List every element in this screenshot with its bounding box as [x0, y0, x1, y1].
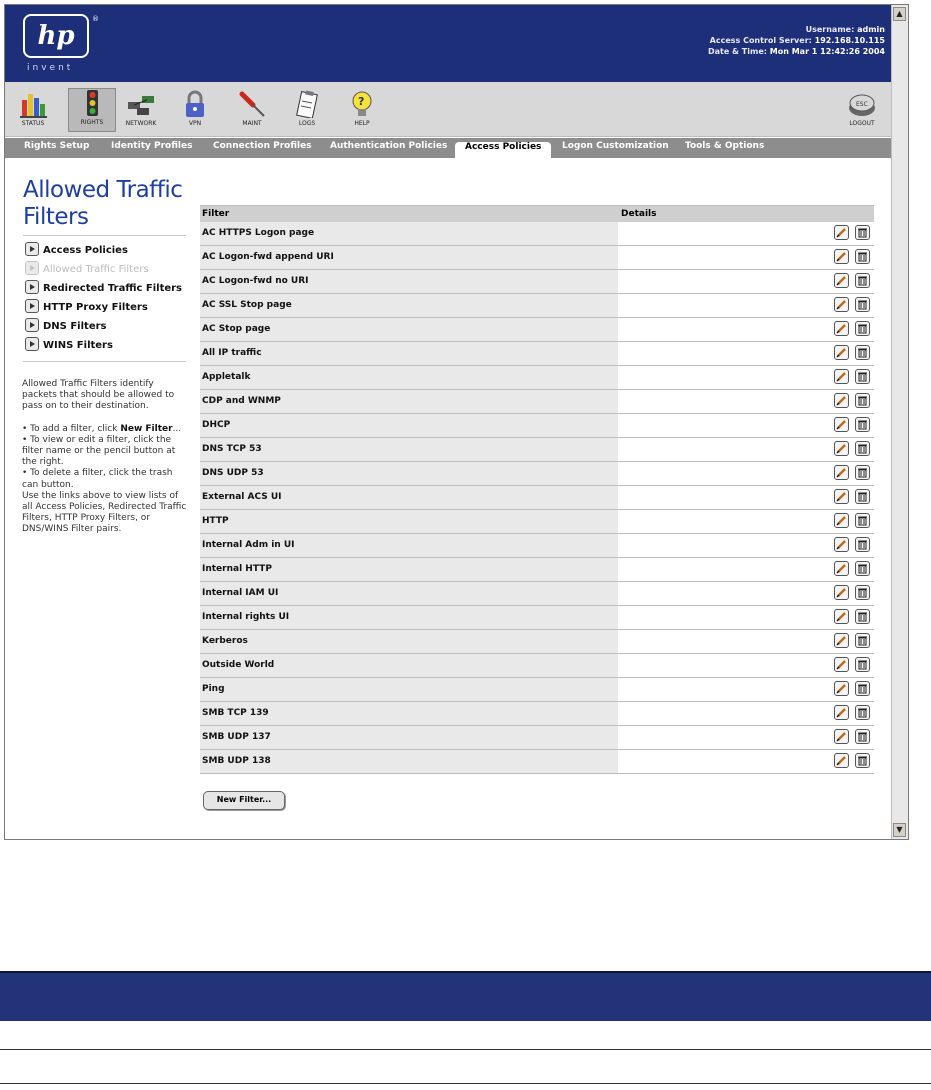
filter-details-cell — [621, 270, 874, 293]
filter-details-cell — [621, 342, 874, 365]
filter-name-link[interactable]: AC HTTPS Logon page — [200, 222, 618, 245]
help-add-text: • To add a filter, click — [22, 423, 121, 434]
filter-details-cell — [621, 486, 874, 509]
delete-button[interactable] — [855, 345, 870, 360]
trash-can-icon — [857, 731, 868, 742]
edit-button[interactable] — [834, 609, 849, 624]
filter-details-cell — [621, 294, 874, 317]
table-row — [200, 414, 874, 438]
edit-button[interactable] — [834, 657, 849, 672]
pencil-icon — [836, 227, 847, 238]
help-links: Use the links above to view lists of all Access Policies, Redirected Traffic Filters, HTTP Proxy Filters, or DNS/WINS Filter pairs. — [22, 490, 187, 535]
filter-details-cell — [621, 414, 874, 437]
browser-window — [4, 4, 909, 840]
delete-button[interactable] — [855, 585, 870, 600]
delete-button[interactable] — [855, 417, 870, 432]
pencil-icon — [836, 539, 847, 550]
table-row — [200, 486, 874, 510]
delete-button[interactable] — [855, 513, 870, 528]
table-row — [200, 510, 874, 534]
filter-name-link[interactable]: CDP and WNMP — [200, 390, 618, 413]
sidenav-http-proxy-filters[interactable] — [25, 300, 182, 319]
pencil-icon — [836, 299, 847, 310]
table-row — [200, 390, 874, 414]
edit-button[interactable] — [834, 729, 849, 744]
trash-can-icon — [857, 419, 868, 430]
pencil-icon — [836, 251, 847, 262]
screwdriver-icon — [237, 90, 267, 118]
trash-can-icon — [857, 347, 868, 358]
document-table-header — [0, 971, 931, 1021]
filter-details-cell — [621, 246, 874, 269]
trash-can-icon — [857, 611, 868, 622]
help-add-bold: New Filter — [120, 423, 173, 434]
trash-can-icon — [857, 371, 868, 382]
table-row — [200, 318, 874, 342]
pencil-icon — [836, 467, 847, 478]
help-view: • To view or edit a filter, click the filter name or the pencil button at the right. — [22, 434, 176, 468]
filter-name-link[interactable]: Internal Adm in UI — [200, 534, 618, 557]
tab-rights-setup[interactable]: Rights Setup — [24, 141, 90, 151]
sidenav-allowed-traffic-filters — [25, 262, 182, 281]
trash-can-icon — [857, 443, 868, 454]
toolbar-help[interactable] — [339, 90, 385, 132]
table-row — [200, 342, 874, 366]
trash-can-icon — [857, 323, 868, 334]
server-label: Access Control Server: — [709, 36, 812, 45]
session-info — [708, 24, 885, 57]
help-add — [22, 424, 187, 435]
table-row — [200, 654, 874, 678]
help-delete: • To delete a filter, click the trash can button. — [22, 468, 173, 490]
toolbar-label: VPN — [188, 120, 202, 127]
edit-button[interactable] — [834, 417, 849, 432]
tab-authentication-policies[interactable]: Authentication Policies — [330, 141, 448, 151]
logout-key-icon — [847, 90, 877, 118]
delete-button[interactable] — [855, 537, 870, 552]
filter-details-cell — [621, 558, 874, 581]
delete-button[interactable] — [855, 633, 870, 648]
delete-button[interactable] — [855, 369, 870, 384]
divider — [23, 235, 186, 236]
server-value: 192.168.10.115 — [814, 36, 885, 45]
filter-name-link[interactable]: AC Stop page — [200, 318, 618, 341]
edit-button[interactable] — [834, 297, 849, 312]
pencil-icon — [836, 419, 847, 430]
arrow-right-icon — [25, 318, 39, 332]
delete-button[interactable] — [855, 393, 870, 408]
filter-name-link[interactable]: Ping — [200, 678, 618, 701]
table-row — [200, 534, 874, 558]
pencil-icon — [836, 395, 847, 406]
arrow-right-icon — [25, 299, 39, 313]
datetime-value: Mon Mar 1 12:42:26 2004 — [769, 47, 885, 56]
filter-name-link[interactable]: SMB UDP 138 — [200, 750, 618, 773]
filter-name-link[interactable]: Appletalk — [200, 366, 618, 389]
filter-details-cell — [621, 462, 874, 485]
edit-button[interactable] — [834, 249, 849, 264]
page-title — [23, 177, 182, 231]
sidenav-label: Access Policies — [43, 245, 128, 256]
datetime-label: Date & Time: — [707, 47, 767, 56]
pencil-icon — [836, 563, 847, 574]
filter-name-link[interactable]: DNS UDP 53 — [200, 462, 618, 485]
filter-name-link[interactable]: Internal rights UI — [200, 606, 618, 629]
delete-button[interactable] — [855, 273, 870, 288]
edit-button[interactable] — [834, 393, 849, 408]
filter-name-link[interactable]: DHCP — [200, 414, 618, 437]
filter-name-link[interactable]: SMB UDP 137 — [200, 726, 618, 749]
filter-details-cell — [621, 366, 874, 389]
main-toolbar — [5, 82, 891, 137]
tab-access-policies[interactable]: Access Policies — [455, 142, 551, 158]
clipboard-icon — [292, 90, 322, 118]
table-body — [200, 222, 874, 774]
trash-can-icon — [857, 227, 868, 238]
toolbar-vpn[interactable] — [172, 90, 218, 132]
trash-can-icon — [857, 467, 868, 478]
sidenav-label: Allowed Traffic Filters — [43, 264, 149, 275]
trash-can-icon — [857, 299, 868, 310]
filter-details-cell — [621, 726, 874, 749]
filters-table — [200, 205, 874, 774]
delete-button[interactable] — [855, 465, 870, 480]
column-header-filter: Filter — [202, 209, 230, 219]
page-title-line: Filters — [23, 204, 89, 230]
sidenav-wins-filters[interactable] — [25, 338, 182, 357]
trash-can-icon — [857, 659, 868, 670]
status-chart-icon — [18, 90, 48, 118]
document-table-rule — [0, 1049, 931, 1050]
tab-bar — [5, 138, 891, 158]
svg-text:?: ? — [358, 95, 365, 108]
trash-can-icon — [857, 539, 868, 550]
filter-details-cell — [621, 654, 874, 677]
filter-details-cell — [621, 630, 874, 653]
pencil-icon — [836, 491, 847, 502]
toolbar-label: RIGHTS — [80, 119, 104, 126]
sidenav-redirected-traffic-filters[interactable] — [25, 281, 182, 300]
table-row — [200, 462, 874, 486]
table-row — [200, 630, 874, 654]
filter-name-link[interactable]: AC Logon-fwd append URI — [200, 246, 618, 269]
table-row — [200, 294, 874, 318]
tab-logon-customization[interactable]: Logon Customization — [562, 141, 669, 151]
logo-tagline: invent — [27, 63, 74, 73]
pencil-icon — [836, 659, 847, 670]
filter-details-cell — [621, 702, 874, 725]
edit-button[interactable] — [834, 345, 849, 360]
filter-name-link[interactable]: AC Logon-fwd no URI — [200, 270, 618, 293]
filter-details-cell — [621, 582, 874, 605]
table-row — [200, 678, 874, 702]
toolbar-label: NETWORK — [125, 120, 157, 127]
column-header-details: Details — [621, 209, 657, 219]
table-row — [200, 246, 874, 270]
table-row — [200, 750, 874, 774]
filter-name-link[interactable]: SMB TCP 139 — [200, 702, 618, 725]
trash-can-icon — [857, 491, 868, 502]
edit-button[interactable] — [834, 465, 849, 480]
traffic-light-icon — [77, 89, 107, 117]
toolbar-logs[interactable] — [284, 90, 330, 132]
delete-button[interactable] — [855, 297, 870, 312]
filter-details-cell — [621, 750, 874, 773]
edit-button[interactable] — [834, 273, 849, 288]
edit-button[interactable] — [834, 369, 849, 384]
edit-button[interactable] — [834, 585, 849, 600]
toolbar-network[interactable] — [118, 90, 164, 132]
toolbar-label: HELP — [354, 120, 370, 127]
table-row — [200, 270, 874, 294]
network-icon — [125, 90, 157, 118]
svg-text:ESC: ESC — [856, 101, 868, 108]
sidenav-access-policies[interactable] — [25, 243, 182, 262]
delete-button[interactable] — [855, 225, 870, 240]
trash-can-icon — [857, 587, 868, 598]
vertical-scrollbar[interactable] — [891, 5, 908, 839]
side-nav — [25, 243, 182, 357]
edit-button[interactable] — [834, 321, 849, 336]
table-row — [200, 438, 874, 462]
table-row — [200, 558, 874, 582]
delete-button[interactable] — [855, 321, 870, 336]
trash-can-icon — [857, 251, 868, 262]
scroll-up-arrow-icon[interactable]: ▲ — [893, 7, 906, 21]
delete-button[interactable] — [855, 657, 870, 672]
pencil-icon — [836, 611, 847, 622]
username-label: Username: — [805, 25, 855, 34]
tab-connection-profiles[interactable]: Connection Profiles — [213, 141, 312, 151]
table-row — [200, 726, 874, 750]
filter-name-link[interactable]: All IP traffic — [200, 342, 618, 365]
trash-can-icon — [857, 395, 868, 406]
delete-button[interactable] — [855, 705, 870, 720]
table-header — [200, 205, 874, 222]
pencil-icon — [836, 275, 847, 286]
toolbar-maint[interactable] — [229, 90, 275, 132]
lightbulb-icon — [347, 90, 377, 118]
filter-name-link[interactable]: External ACS UI — [200, 486, 618, 509]
edit-button[interactable] — [834, 705, 849, 720]
delete-button[interactable] — [855, 753, 870, 768]
edit-button[interactable] — [834, 561, 849, 576]
filter-details-cell — [621, 222, 874, 245]
filter-name-link[interactable]: Kerberos — [200, 630, 618, 653]
padlock-icon — [180, 90, 210, 118]
pencil-icon — [836, 515, 847, 526]
table-row — [200, 222, 874, 246]
help-intro: Allowed Traffic Filters identify packets that should be allowed to pass on to their destination. — [22, 379, 175, 412]
toolbar-label: MAINT — [242, 120, 262, 127]
hp-logo: hp — [23, 14, 89, 58]
edit-button[interactable] — [834, 681, 849, 696]
edit-button[interactable] — [834, 753, 849, 768]
filter-name-link[interactable]: HTTP — [200, 510, 618, 533]
filter-details-cell — [621, 606, 874, 629]
edit-button[interactable] — [834, 513, 849, 528]
toolbar-label: LOGS — [298, 120, 316, 127]
filter-name-link[interactable]: Internal HTTP — [200, 558, 618, 581]
filter-name-link[interactable]: AC SSL Stop page — [200, 294, 618, 317]
pencil-icon — [836, 755, 847, 766]
filter-details-cell — [621, 534, 874, 557]
pencil-icon — [836, 347, 847, 358]
edit-button[interactable] — [834, 225, 849, 240]
pencil-icon — [836, 731, 847, 742]
delete-button[interactable] — [855, 441, 870, 456]
pencil-icon — [836, 635, 847, 646]
table-row — [200, 702, 874, 726]
logout-button[interactable] — [839, 90, 885, 132]
pencil-icon — [836, 707, 847, 718]
sidenav-label: HTTP Proxy Filters — [43, 302, 148, 313]
logout-label: LOGOUT — [849, 120, 875, 127]
filter-details-cell — [621, 318, 874, 341]
trash-can-icon — [857, 563, 868, 574]
arrow-right-icon — [25, 280, 39, 294]
scroll-down-arrow-icon[interactable]: ▼ — [893, 823, 906, 837]
sidenav-label: DNS Filters — [43, 321, 107, 332]
table-row — [200, 606, 874, 630]
sidenav-dns-filters[interactable] — [25, 319, 182, 338]
sidenav-label: Redirected Traffic Filters — [43, 283, 183, 294]
table-row — [200, 366, 874, 390]
username-value: admin — [857, 25, 885, 34]
trash-can-icon — [857, 683, 868, 694]
delete-button[interactable] — [855, 681, 870, 696]
sidenav-label: WINS Filters — [43, 340, 113, 351]
filter-details-cell — [621, 510, 874, 533]
help-add-suffix: ... — [172, 423, 182, 434]
filter-details-cell — [621, 678, 874, 701]
filter-name-link[interactable]: DNS TCP 53 — [200, 438, 618, 461]
arrow-right-icon — [25, 337, 39, 351]
filter-name-link[interactable]: Internal IAM UI — [200, 582, 618, 605]
edit-button[interactable] — [834, 633, 849, 648]
table-row — [200, 582, 874, 606]
pencil-icon — [836, 371, 847, 382]
trash-can-icon — [857, 707, 868, 718]
arrow-right-icon — [25, 242, 39, 256]
tab-identity-profiles[interactable]: Identity Profiles — [111, 141, 193, 151]
app-header — [5, 5, 891, 82]
delete-button[interactable] — [855, 561, 870, 576]
edit-button[interactable] — [834, 537, 849, 552]
tab-tools-options[interactable]: Tools & Options — [685, 141, 765, 151]
trash-can-icon — [857, 275, 868, 286]
trash-can-icon — [857, 515, 868, 526]
new-filter-button[interactable]: New Filter... — [203, 791, 285, 810]
toolbar-label: STATUS — [21, 120, 45, 127]
delete-button[interactable] — [855, 729, 870, 744]
toolbar-rights[interactable] — [68, 88, 116, 132]
delete-button[interactable] — [855, 249, 870, 264]
filter-details-cell — [621, 438, 874, 461]
help-text — [22, 379, 187, 536]
edit-button[interactable] — [834, 489, 849, 504]
divider — [23, 361, 186, 362]
pencil-icon — [836, 587, 847, 598]
arrow-right-icon — [25, 261, 39, 275]
toolbar-status[interactable] — [10, 90, 56, 132]
document-table-rule — [0, 1083, 931, 1084]
pencil-icon — [836, 683, 847, 694]
registered-mark: ® — [92, 15, 99, 23]
trash-can-icon — [857, 755, 868, 766]
filter-name-link[interactable]: Outside World — [200, 654, 618, 677]
delete-button[interactable] — [855, 609, 870, 624]
page-title-line: Allowed Traffic — [23, 177, 183, 203]
pencil-icon — [836, 323, 847, 334]
edit-button[interactable] — [834, 441, 849, 456]
delete-button[interactable] — [855, 489, 870, 504]
pencil-icon — [836, 443, 847, 454]
trash-can-icon — [857, 635, 868, 646]
filter-details-cell — [621, 390, 874, 413]
